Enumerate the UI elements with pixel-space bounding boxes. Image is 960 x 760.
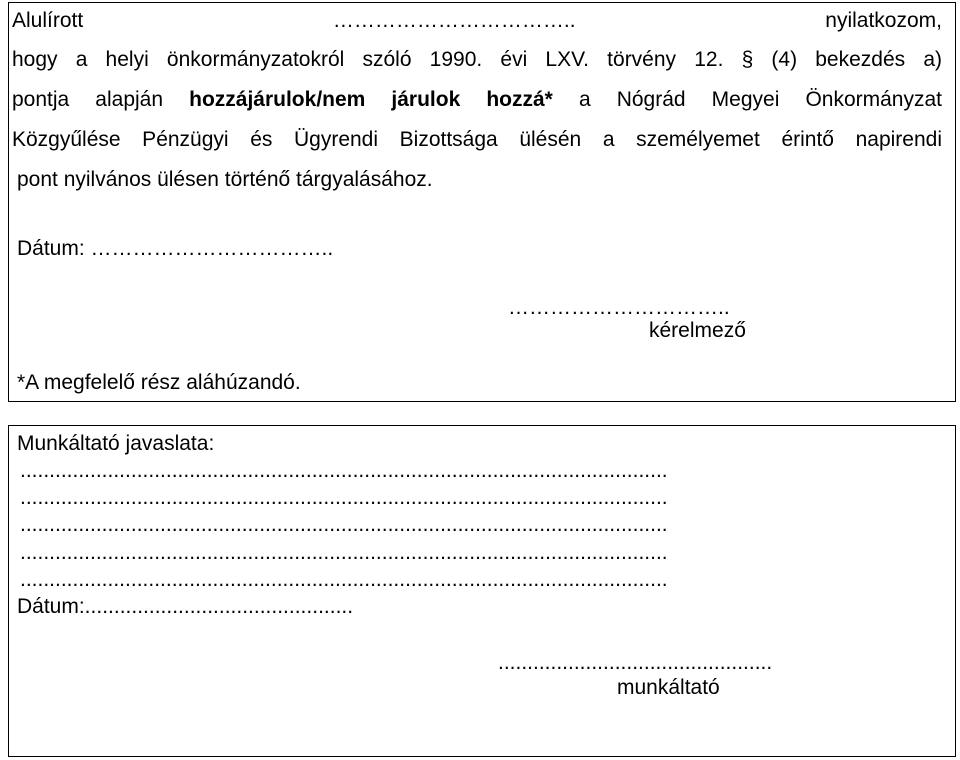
declaration-date: Dátum: …………………………….. (17, 237, 334, 260)
employer-signature-label: munkáltató (617, 676, 720, 699)
applicant-signature-label: kérelmező (649, 319, 746, 342)
dotted-line: ............................................................................................................... (20, 541, 668, 564)
consent-option-text: hozzájárulok/nem járulok hozzá* (189, 88, 553, 111)
dotted-line: ............................................................................................................... (20, 513, 668, 536)
declaration-line-3-suffix: a Nógrád Megyei Önkormányzat (578, 88, 942, 111)
declaration-line-1: Alulírott …………………………….. nyilatkozom, (12, 9, 942, 32)
dotted-line: ............................................................................................................... (20, 568, 668, 591)
declaration-line-5: pont nyilvános ülésen történő tárgyalásához. (17, 168, 433, 191)
declaration-line-2: hogy a helyi önkormányzatokról szóló 1990. évi LXV. törvény 12. § (4) bekezdés a) (12, 48, 942, 71)
dotted-line: ............................................................................................................... (20, 459, 668, 482)
declaration-line-3 (12, 87, 942, 117)
employer-signature-line: ............................................... (498, 651, 773, 674)
declaration-line-3-prefix: pontja alapján (12, 88, 164, 111)
declaration-line-4: Közgyűlése Pénzügyi és Ügyrendi Bizottsága ülésén a személyemet érintő napirendi (12, 128, 942, 151)
employer-date: Dátum:.............................................. (17, 595, 354, 618)
employer-heading: Munkáltató javaslata: (17, 432, 215, 455)
footnote: *A megfelelő rész aláhúzandó. (17, 371, 301, 394)
dotted-line: ............................................................................................................... (20, 486, 668, 509)
applicant-signature-line: ………………………….. (508, 296, 730, 319)
